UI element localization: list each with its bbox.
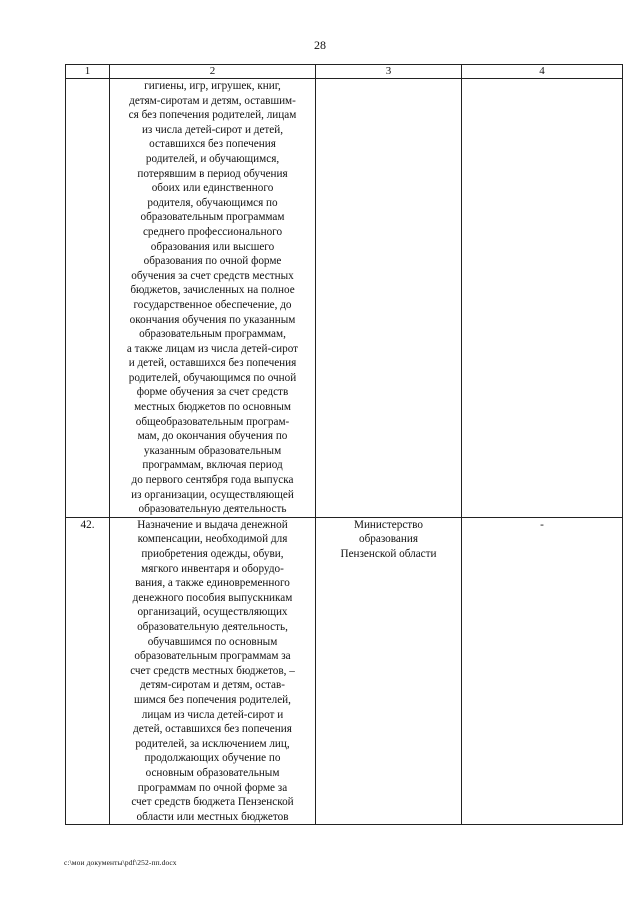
text-line: из числа детей-сирот и детей,: [141, 123, 284, 136]
text-line: ся без попечения родителей, лицам: [128, 109, 297, 122]
text-line: счет средств местных бюджетов, –: [130, 664, 295, 677]
file-path-footer: c:\мои документы\pdf\252-пп.docx: [64, 858, 177, 867]
text-line: детям-сиротам и детям, оставшим-: [129, 94, 296, 107]
header-col-1: 1: [66, 65, 110, 79]
text-line: образовательным программам,: [139, 328, 286, 341]
text-line: программам, включая период: [142, 459, 283, 472]
text-line: детей, оставшихся без попечения: [133, 723, 292, 736]
text-line: а также лицам из числа детей-сирот: [126, 342, 299, 355]
text-line: образовательным программам: [140, 211, 285, 224]
notes-cell: [462, 79, 623, 518]
text-line: вания, а также единовременного: [135, 577, 290, 590]
table-row: [66, 79, 623, 518]
text-line: из организации, осуществляющей: [131, 488, 294, 501]
text-line: Назначение и выдача денежной: [137, 518, 288, 531]
text-line: образовательную деятельность: [138, 503, 287, 516]
text-line: оставшихся без попечения: [149, 138, 276, 151]
page-number: 28: [314, 38, 326, 52]
text-line: гигиены, игр, игрушек, книг,: [144, 80, 281, 92]
text-line: обучавшимся по основным: [147, 635, 278, 648]
text-line: Пензенской области: [340, 548, 437, 560]
text-line: приобретения одежды, обуви,: [141, 548, 284, 560]
text-line: программам по очной форме за: [137, 781, 288, 794]
text-line: компенсации, необходимой для: [137, 533, 288, 546]
text-line: лицам из числа детей-сирот и: [141, 708, 284, 721]
text-line: родителя, обучающимся по: [147, 196, 278, 209]
text-line: основным образовательным: [145, 766, 280, 779]
header-col-2: 2: [110, 65, 316, 79]
text-line: Министерство: [354, 518, 423, 531]
text-line: указанным образовательным: [143, 444, 282, 457]
text-line: образования: [358, 533, 418, 546]
text-line: обучения за счет средств местных: [131, 269, 294, 282]
service-description-cell: [110, 79, 316, 518]
text-line: продолжающих обучение по: [144, 752, 281, 765]
text-line: до первого сентября года выпуска: [131, 474, 294, 487]
text-line: организаций, осуществляющих: [137, 606, 288, 619]
text-line: денежного пособия выпускникам: [132, 591, 293, 604]
text-line: местных бюджетов по основным: [134, 401, 291, 414]
service-description-cell: [110, 517, 316, 824]
text-line: области или местных бюджетов: [136, 810, 289, 823]
text-line: родителей, обучающимся по очной: [128, 371, 297, 384]
row-number-cell: 42.: [66, 517, 110, 824]
text-line: общеобразовательным програм-: [135, 415, 290, 428]
text-line: мам, до окончания обучения по: [137, 430, 288, 443]
text-line: и детей, оставшихся без попечения: [128, 357, 297, 370]
document-table: [65, 64, 623, 825]
row-number-cell: [66, 79, 110, 518]
text-line: образования или высшего: [150, 240, 275, 253]
text-line: мягкого инвентаря и оборудо-: [141, 562, 284, 575]
header-col-3: 3: [316, 65, 462, 79]
text-line: среднего профессионального: [142, 225, 283, 238]
text-line: форме обучения за счет средств: [136, 386, 289, 399]
text-line: государственное обеспечение, до: [133, 298, 292, 311]
text-line: образовательную деятельность,: [137, 620, 288, 633]
text-line: родителей, и обучающимся,: [145, 152, 280, 165]
text-line: родителей, за исключением лиц,: [135, 737, 290, 750]
text-line: образовательным программам за: [134, 650, 291, 663]
header-col-4: 4: [462, 65, 623, 79]
text-line: детям-сиротам и детям, остав-: [139, 679, 286, 692]
table-row: [66, 517, 623, 824]
text-line: бюджетов, зачисленных на полное: [130, 284, 295, 297]
notes-cell: -: [462, 517, 623, 824]
responsible-body-cell: [316, 79, 462, 518]
table-header-row: [66, 65, 623, 79]
text-line: окончания обучения по указанным: [129, 313, 296, 326]
text-line: образования по очной форме: [143, 255, 282, 268]
text-line: счет средств бюджета Пензенской: [131, 796, 294, 809]
text-line: шимся без попечения родителей,: [134, 693, 291, 706]
responsible-body-cell: [316, 517, 462, 824]
text-line: обоих или единственного: [151, 182, 274, 195]
text-line: потерявшим в период обучения: [137, 167, 288, 180]
